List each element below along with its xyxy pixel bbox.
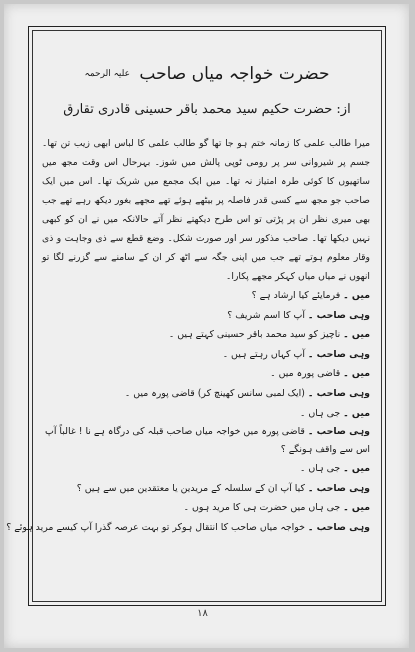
dialog-text: قاضی پورہ میں ۔ [270,368,341,380]
dialog-line [42,325,370,345]
page-number: ۱۸ [197,608,208,619]
dialog-speaker: میں ۔ [343,502,370,514]
dialog-text: قاضی پورہ میں خواجہ میاں صاحب قبلہ کی درگاہ ہے نا ! غالباً آپ اس سے واقف ہونگے ؟ [45,426,370,456]
dialog-text: (ایک لمبی سانس کھینچ کر) قاضی پورہ میں ۔ [124,387,305,399]
dialog-speaker: وہی صاحب ۔ [307,521,370,533]
dialog-text: آپ کہاں رہتے ہیں ۔ [222,348,305,360]
dialog-line [42,306,370,326]
chapter-title [38,60,376,88]
dialog-list [6,286,370,538]
dialog-line [42,286,370,306]
dialog-speaker: میں ۔ [343,329,370,341]
dialog-line [42,404,370,424]
dialog-line [42,384,370,404]
page-content [6,36,376,596]
author-line: از: حضرت حکیم سید محمد باقر حسینی قادری تقارق [63,102,351,117]
dialog-speaker: میں ۔ [343,463,370,475]
dialog-speaker: میں ۔ [343,407,370,419]
dialog-line [42,364,370,384]
dialog-speaker: میں ۔ [343,290,370,301]
dialog-text: جی ہاں میں حضرت ہی کا مرید ہوں ۔ [183,502,341,514]
dialog-text: آپ کا اسم شریف ؟ [227,309,305,321]
dialog-text: کیا آپ ان کے سلسلہ کے مریدین یا معتقدین میں سے ہیں ؟ [76,482,305,494]
dialog-line [42,345,370,365]
dialog-speaker: وہی صاحب ۔ [307,309,370,321]
dialog-line [42,498,370,518]
dialog-text: جی ہاں ۔ [299,407,341,419]
dialog-line [42,479,370,499]
dialog-text: ناچیز کو سید محمد باقر حسینی کہتے ہیں ۔ [168,329,341,341]
dialog-line [6,518,370,538]
dialog-text: فرمایئے کیا ارشاد ہے ؟ [251,290,341,301]
dialog-speaker: وہی صاحب ۔ [307,482,370,494]
dialog-text: خواجہ میاں صاحب کا انتقال ہوکر تو بہت عرصہ گذرا آپ کیسے مرید ہوئے ؟ [6,521,305,533]
title-text: حضرت خواجہ میاں صاحب [139,64,330,84]
dialog-speaker: وہی صاحب ۔ [307,348,370,360]
dialog-speaker: وہی صاحب ۔ [307,387,370,399]
dialog-speaker: وہی صاحب ۔ [307,426,370,438]
intro-paragraph: میرا طالب علمی کا زمانہ ختم ہو جا تھا گو طالب علمی کا لباس ابھی زیب تن تھا۔ جسم پر شیروانی سر پر رومی ٹوپی پالش میں شوز۔ بہرحال اس وقت مجھ میں ساتھیوں کا کوئی طرہ امتیاز نہ تھا۔ میں ایک مجمع میں شریک تھا۔ اس میں ایک صاحب جو مجھ سے کسی قدر فاصلہ پر بیٹھے ہوئے تھے مجھے بغور دیکھ رہے تھے جب بھی میری نظر ان پر پڑتی تو اس طرح دیکھتے نظر آتے حالانکہ میں نے ان کو کبھی نہیں دیکھا تھا۔ صاحب مذکور سر اور صورت شکل۔ وضع قطع سے ذی وجاہت و ذی وقار معلوم ہوتے تھے جب میں اپنی جگہ سے اٹھ کر ان کے سامنے سے گزرنے لگا تو انھوں نے میاں میاں کہکر مجھے پکارا۔ [42,138,370,282]
title-honorific: علیہ الرحمہ [84,69,130,79]
dialog-text: جی ہاں ۔ [299,463,341,475]
dialog-speaker: میں ۔ [343,368,370,380]
dialog-line [42,423,370,459]
dialog-line [42,459,370,479]
